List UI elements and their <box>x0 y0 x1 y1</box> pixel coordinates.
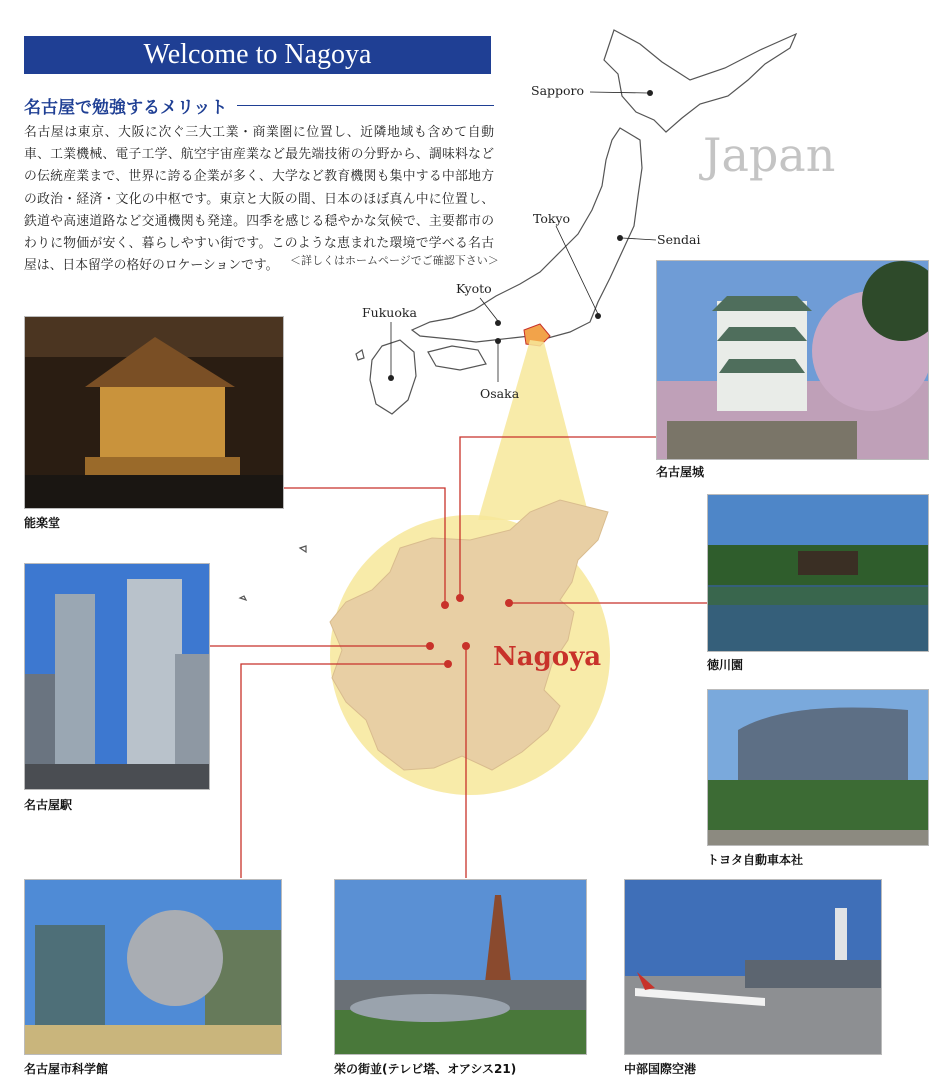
point-noh <box>441 601 449 609</box>
caption-science-museum: 名古屋市科学館 <box>24 1062 109 1076</box>
point-castle <box>456 594 464 602</box>
japan-title: Japan <box>703 128 836 182</box>
hokkaido-shape <box>604 30 796 132</box>
photo-noh-theater <box>24 316 284 509</box>
homepage-note: ＜詳しくはホームページでご確認下さい＞ <box>290 254 499 267</box>
photo-toyota-hq <box>707 689 929 846</box>
nagoya-label: Nagoya <box>493 642 602 672</box>
shikoku-shape <box>428 346 486 370</box>
photo-tokugawa-garden <box>707 494 929 652</box>
city-label-kyoto: Kyoto <box>456 281 492 296</box>
intro-paragraph: 名古屋は東京、大阪に次ぐ三大工業・商業圏に位置し、近隣地域も含めて自動車、工業機械、電子工学、航空宇宙産業など最先端技術の分野から、調味料などの伝統産業まで、世界に誇る企業が多く、大学など教育機関も集中する中部地方の政治・経済・文化の中枢です。東京と大阪の間、日本のほぼ真ん中に位置し、鉄道や高速道路など交通機関も発達。四季を感じる穏やかな気候で、主要都市のわりに物価が安く、暮らしやすい街です。このような恵まれた環境で学べる名古屋は、日本留学の格好のロケーションです。 <box>24 125 494 274</box>
caption-noh-theater: 能楽堂 <box>24 516 61 530</box>
point-sakae <box>462 642 470 650</box>
city-label-fukuoka: Fukuoka <box>362 305 417 320</box>
point-science <box>444 660 452 668</box>
photo-airport <box>624 879 882 1055</box>
honshu-shape <box>412 128 642 342</box>
caption-sakae: 栄の街並(テレビ塔、オアシス21) <box>334 1062 517 1076</box>
point-station <box>426 642 434 650</box>
photo-science-museum <box>24 879 282 1055</box>
city-label-tokyo: Tokyo <box>533 211 571 226</box>
caption-tokugawa-garden: 徳川園 <box>707 658 744 672</box>
zoom-beam <box>478 340 590 520</box>
caption-airport: 中部国際空港 <box>624 1062 697 1076</box>
photo-sakae <box>334 879 587 1055</box>
caption-nagoya-station: 名古屋駅 <box>24 798 73 812</box>
photo-nagoya-station <box>24 563 210 790</box>
caption-nagoya-castle: 名古屋城 <box>656 465 705 479</box>
section-heading-text: 名古屋で勉強するメリット <box>24 97 228 118</box>
city-label-sendai: Sendai <box>657 232 701 247</box>
page-title: Welcome to Nagoya <box>143 39 372 70</box>
caption-toyota-hq: トヨタ自動車本社 <box>707 853 804 867</box>
city-label-osaka: Osaka <box>480 386 520 401</box>
point-garden <box>505 599 513 607</box>
photo-nagoya-castle <box>656 260 929 460</box>
city-label-sapporo: Sapporo <box>531 83 585 98</box>
